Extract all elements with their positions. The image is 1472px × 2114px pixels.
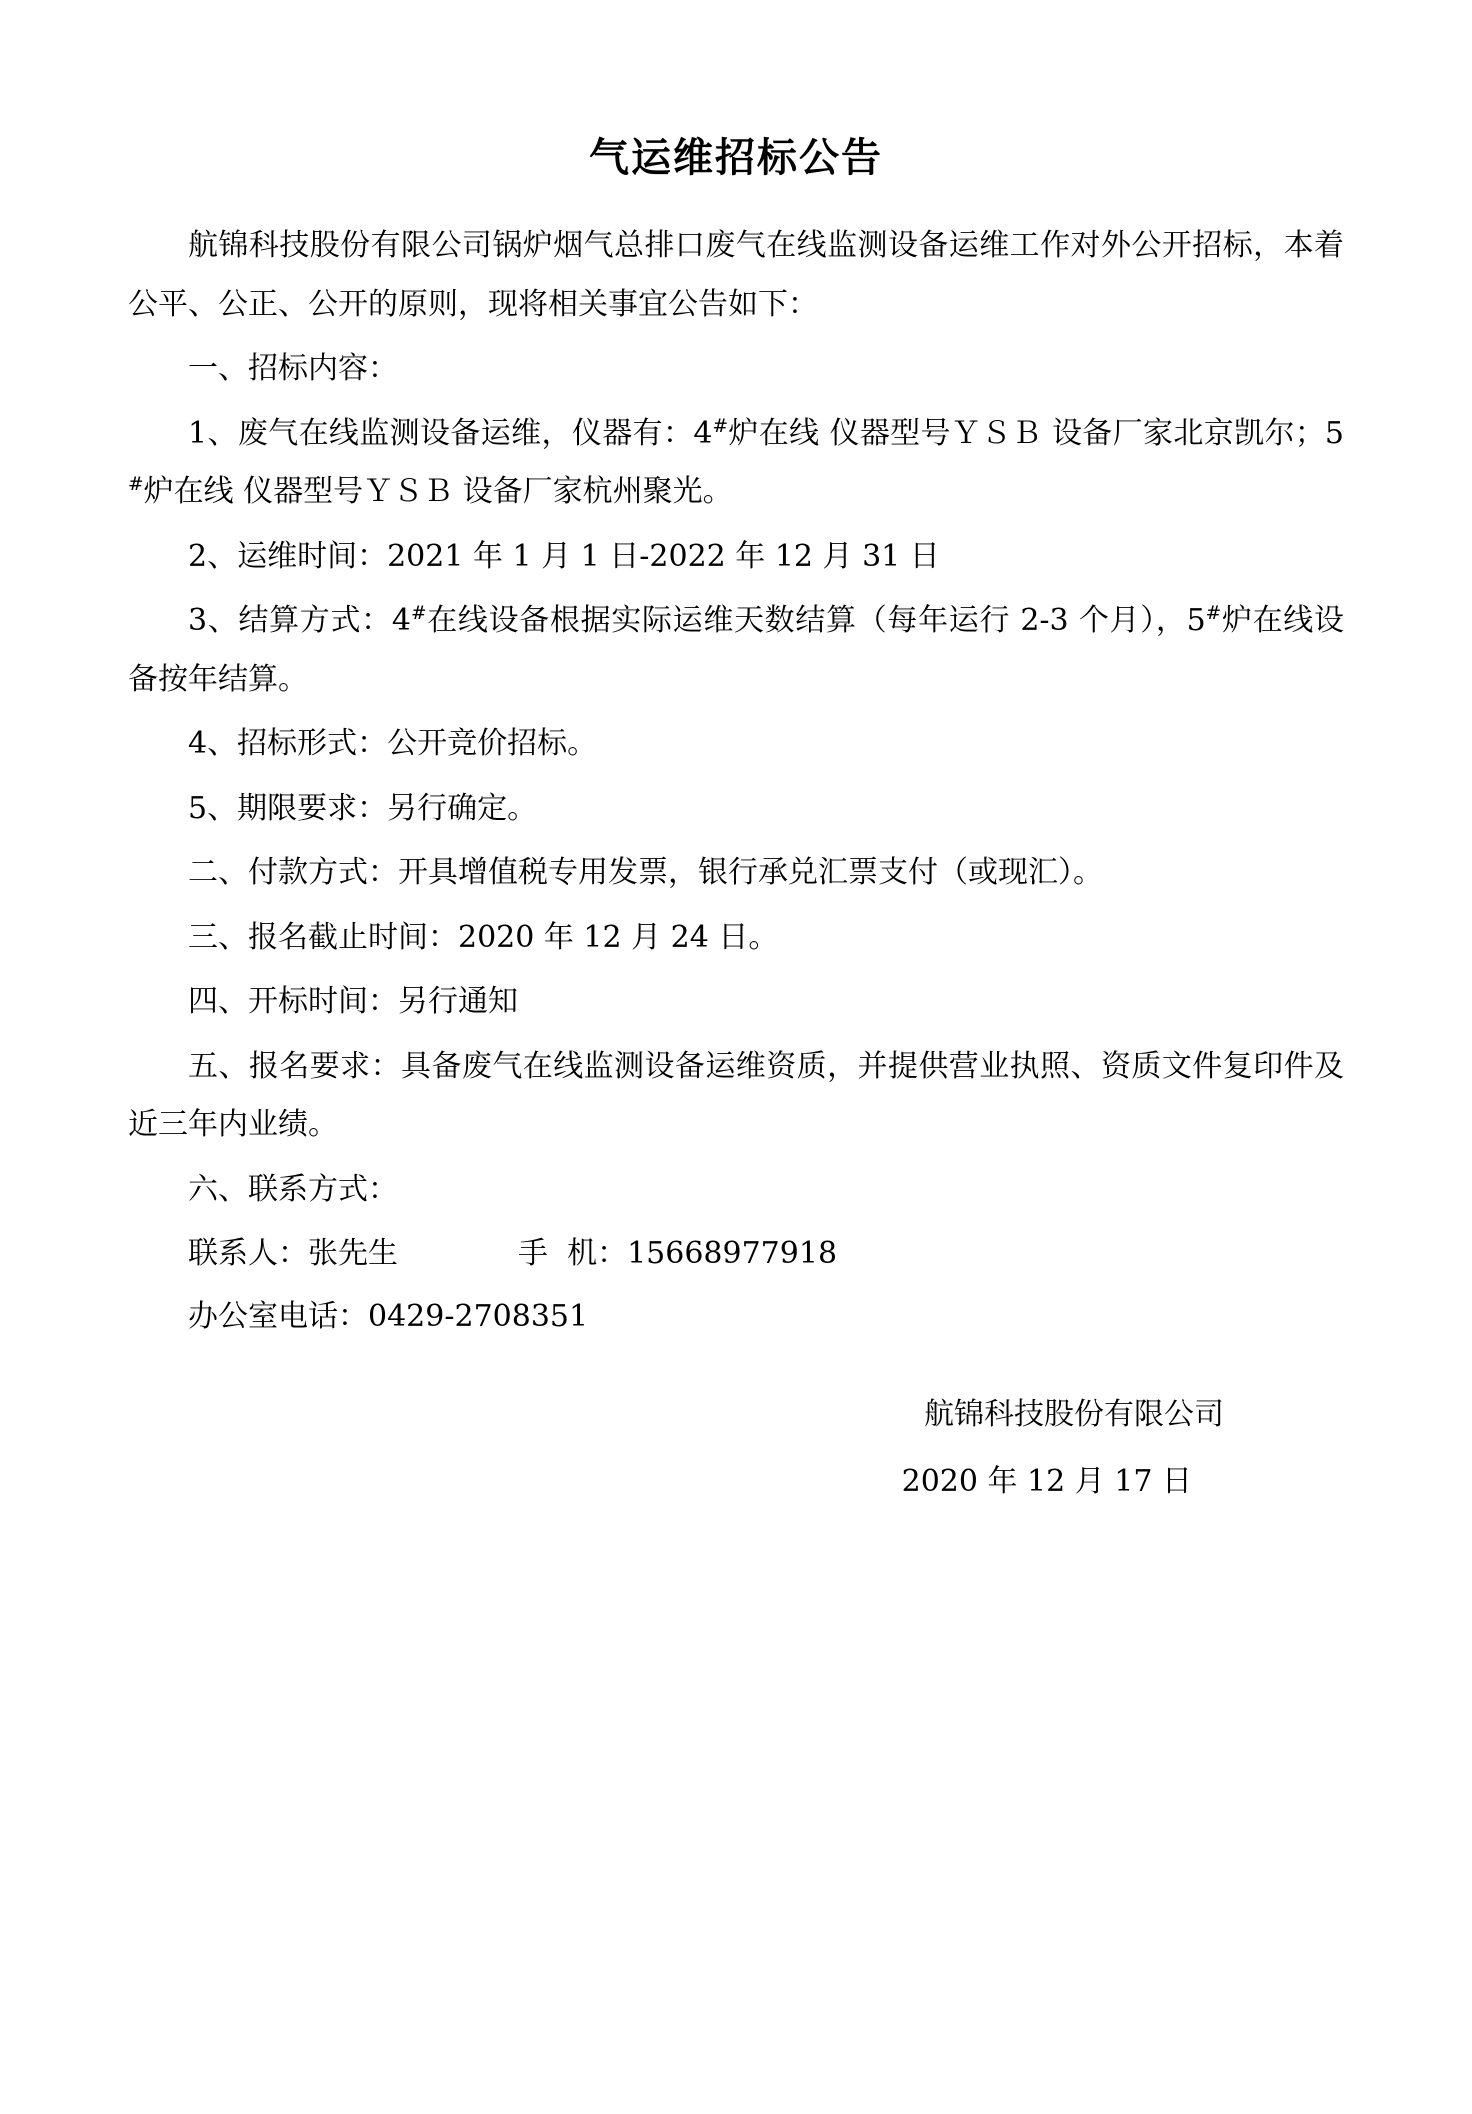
item-1-superscript-1: # (712, 415, 729, 437)
item-1-text-mid: 炉在线 仪器型号ＹＳＢ 设备厂家北京凯尔；5 (728, 415, 1344, 451)
signature-date: 2020 年 12 月 17 日 (901, 1463, 1192, 1499)
section-six-heading: 六、联系方式： (188, 1171, 398, 1207)
item-1-superscript-2: # (128, 474, 144, 495)
item-1 (128, 405, 1344, 522)
section-three: 三、报名截止时间：2020 年 12 月 24 日。 (188, 919, 779, 955)
item-3-text-mid: 在线设备根据实际运维天数结算（每年运行 2-3 个月），5 (426, 603, 1206, 638)
office-phone-row (128, 1288, 1344, 1347)
section-four: 四、开标时间：另行通知 (188, 984, 518, 1019)
section-two: 二、付款方式：开具增值税专用发票，银行承兑汇票支付（或现汇）。 (188, 855, 1103, 890)
item-4: 4、招标形式：公开竞价招标。 (188, 726, 598, 761)
signature-company: 航锦科技股份有限公司 (924, 1397, 1224, 1432)
item-3-text-end: 炉在线设备按年结算。 (128, 603, 1344, 697)
item-5: 5、期限要求：另行确定。 (188, 790, 538, 826)
item-2: 2、运维时间：2021 年 1 月 1 日-2022 年 12 月 31 日 (188, 538, 940, 574)
page-title: 气运维招标公告 (589, 135, 883, 181)
contact-row (128, 1225, 1344, 1284)
section-five: 五、报名要求：具备废气在线监测设备运维资质，并提供营业执照、资质文件复印件及近三年内业绩。 (128, 1048, 1344, 1142)
office-phone: 办公室电话：0429-2708351 (188, 1298, 589, 1334)
item-1-text-end: 炉在线 仪器型号ＹＳＢ 设备厂家杭州聚光。 (143, 474, 733, 509)
item-3-text-pre: 3、结算方式：4 (188, 603, 411, 638)
contact-person: 联系人：张先生 (188, 1236, 398, 1271)
intro-paragraph: 航锦科技股份有限公司锅炉烟气总排口废气在线监测设备运维工作对外公开招标，本着公平、公正、公开的原则，现将相关事宜公告如下： (128, 228, 1344, 322)
contact-phone: 手 机：15668977918 (518, 1236, 838, 1271)
item-3-superscript-1: # (410, 603, 427, 624)
item-1-text-pre: 1、废气在线监测设备运维，仪器有：4 (188, 415, 713, 451)
section-one-heading: 一、招标内容： (188, 351, 398, 386)
item-3-superscript-2: # (1205, 603, 1222, 624)
item-3 (128, 592, 1344, 709)
